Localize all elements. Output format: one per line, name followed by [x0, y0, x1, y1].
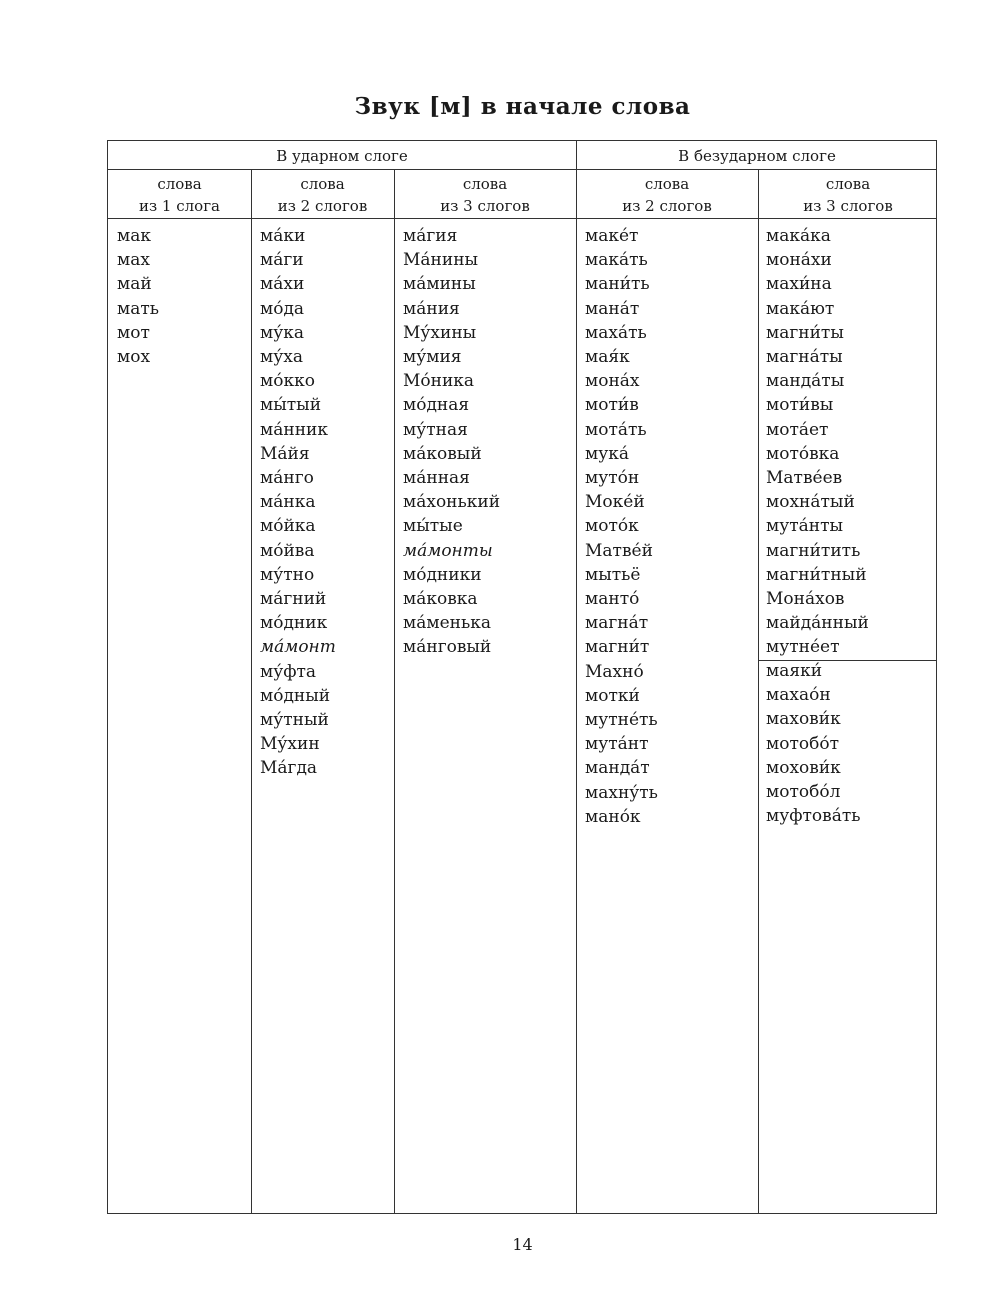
- word-list-unstressed-3-syllables: [766, 224, 869, 660]
- word: ма́ги: [260, 250, 304, 271]
- word: мана́т: [585, 298, 640, 319]
- word: мака́ка: [766, 226, 831, 246]
- word: ма́мины: [403, 274, 476, 295]
- word: мотобо́т: [766, 733, 839, 754]
- word: мая́к: [585, 347, 630, 368]
- word: мох: [117, 347, 151, 368]
- word: ма́нник: [260, 419, 328, 440]
- word: мак: [117, 226, 151, 246]
- word: мака́ть: [585, 250, 648, 271]
- word: ма́нговый: [403, 637, 492, 658]
- word: моти́вы: [766, 395, 834, 416]
- word: мот: [117, 322, 150, 343]
- word: Мо́ника: [403, 371, 475, 392]
- word-list-stressed-2-syllables: [260, 224, 336, 781]
- word: мо́кко: [260, 371, 315, 392]
- word: му́ха: [260, 347, 303, 368]
- word: магни́тный: [766, 564, 867, 585]
- word: ма́ковый: [403, 443, 482, 464]
- word: маяки́: [766, 661, 823, 681]
- word: мутне́ть: [585, 710, 658, 731]
- header-divider: [108, 169, 936, 170]
- word: мать: [117, 298, 160, 319]
- group-header-stressed: В ударном слоге: [276, 147, 408, 165]
- column-header-unstressed-3-syllables: слова из 3 слогов: [803, 175, 893, 215]
- word-italic: ма́монты: [403, 540, 493, 561]
- word-list-stressed-3-syllables: [403, 224, 500, 660]
- column-header-stressed-2-syllables: слова из 2 слогов: [277, 175, 368, 215]
- word: мо́йва: [260, 540, 315, 561]
- word: махи́на: [766, 274, 832, 295]
- word: магни́т: [585, 637, 650, 658]
- word: мах: [117, 250, 150, 271]
- column-divider: [251, 169, 252, 1213]
- word: магна́т: [585, 613, 649, 634]
- word: ма́нго: [260, 468, 314, 489]
- word: му́тная: [403, 419, 468, 440]
- word: ма́хонький: [403, 492, 501, 513]
- column-divider: [758, 169, 759, 1213]
- page-title: Звук [м] в начале слова: [354, 93, 691, 120]
- word: мото́к: [585, 516, 639, 537]
- word-list-unstressed-3-syllables-last-stressed: [766, 659, 861, 828]
- word: му́тно: [260, 564, 315, 585]
- group-header-unstressed: В безударном слоге: [678, 147, 836, 165]
- word: манда́т: [585, 758, 650, 779]
- word: магни́тить: [766, 540, 861, 561]
- word: Ма́йя: [260, 443, 310, 464]
- word: мутне́ет: [766, 637, 840, 658]
- word: мо́дник: [260, 613, 328, 634]
- word: манто́: [585, 589, 640, 610]
- column-header-stressed-3-syllables: слова из 3 слогов: [440, 175, 530, 215]
- word-list-unstressed-2-syllables: [585, 224, 658, 829]
- word: мо́йка: [260, 516, 316, 537]
- word: муто́н: [585, 468, 640, 489]
- word: му́мия: [403, 347, 462, 368]
- word: моти́в: [585, 395, 639, 416]
- word: май: [117, 274, 152, 295]
- word: махну́ть: [585, 782, 658, 803]
- word: Му́хин: [260, 734, 320, 755]
- word: мота́ет: [766, 419, 829, 440]
- word: мука́: [585, 443, 629, 464]
- word: ма́гний: [260, 589, 327, 610]
- word: манда́ты: [766, 371, 845, 392]
- word: мано́к: [585, 806, 641, 827]
- word-table: [107, 140, 937, 1214]
- group-divider: [576, 141, 577, 1213]
- word: мы́тые: [403, 516, 463, 537]
- word: мы́тый: [260, 395, 322, 416]
- word: ма́ния: [403, 298, 460, 319]
- word: ма́гия: [403, 226, 458, 246]
- word: мута́нты: [766, 516, 844, 537]
- word: мотки́: [585, 685, 640, 706]
- word: мотобо́л: [766, 782, 841, 803]
- word: мохна́тый: [766, 492, 855, 513]
- word: маке́т: [585, 226, 639, 246]
- column-header-unstressed-2-syllables: слова из 2 слогов: [622, 175, 712, 215]
- word: Махно́: [585, 661, 644, 682]
- word: ма́хи: [260, 274, 305, 295]
- word-list-1-syllable: [117, 224, 159, 369]
- word: магна́ты: [766, 347, 843, 368]
- word: мо́дный: [260, 685, 331, 706]
- word: Матве́ев: [766, 468, 843, 489]
- word: мона́хи: [766, 250, 832, 271]
- word: мо́дники: [403, 564, 482, 585]
- word: мани́ть: [585, 274, 650, 295]
- word: мохови́к: [766, 757, 841, 778]
- word: майда́нный: [766, 613, 869, 634]
- word-italic: ма́монт: [260, 637, 336, 658]
- word: Му́хины: [403, 322, 477, 343]
- word: ма́нка: [260, 492, 316, 513]
- word: мута́нт: [585, 734, 649, 755]
- word: му́ка: [260, 322, 304, 343]
- word: Моке́й: [585, 492, 645, 513]
- word: Ма́гда: [260, 758, 318, 779]
- word: махови́к: [766, 709, 841, 730]
- word: магни́ты: [766, 322, 844, 343]
- word: ма́ковка: [403, 589, 478, 610]
- word: мота́ть: [585, 419, 647, 440]
- word: ма́нная: [403, 468, 470, 489]
- word: мона́х: [585, 371, 640, 392]
- word: махао́н: [766, 685, 831, 706]
- word: муфтова́ть: [766, 806, 861, 827]
- word: мо́да: [260, 298, 305, 319]
- word: Матве́й: [585, 540, 653, 561]
- word: му́фта: [260, 661, 317, 682]
- word: ма́менька: [403, 613, 491, 634]
- column-divider: [394, 169, 395, 1213]
- word: мото́вка: [766, 443, 840, 464]
- word: Ма́нины: [403, 250, 479, 271]
- word: мака́ют: [766, 298, 835, 319]
- subheader-divider: [108, 218, 936, 219]
- word: Мона́хов: [766, 589, 845, 610]
- word: мытьё: [585, 564, 641, 585]
- word: ма́ки: [260, 226, 306, 246]
- word: му́тный: [260, 710, 329, 731]
- column-header-1-syllable: слова из 1 слога: [138, 175, 221, 215]
- word: мо́дная: [403, 395, 470, 416]
- word: маха́ть: [585, 322, 647, 343]
- page-number: 14: [512, 1235, 533, 1254]
